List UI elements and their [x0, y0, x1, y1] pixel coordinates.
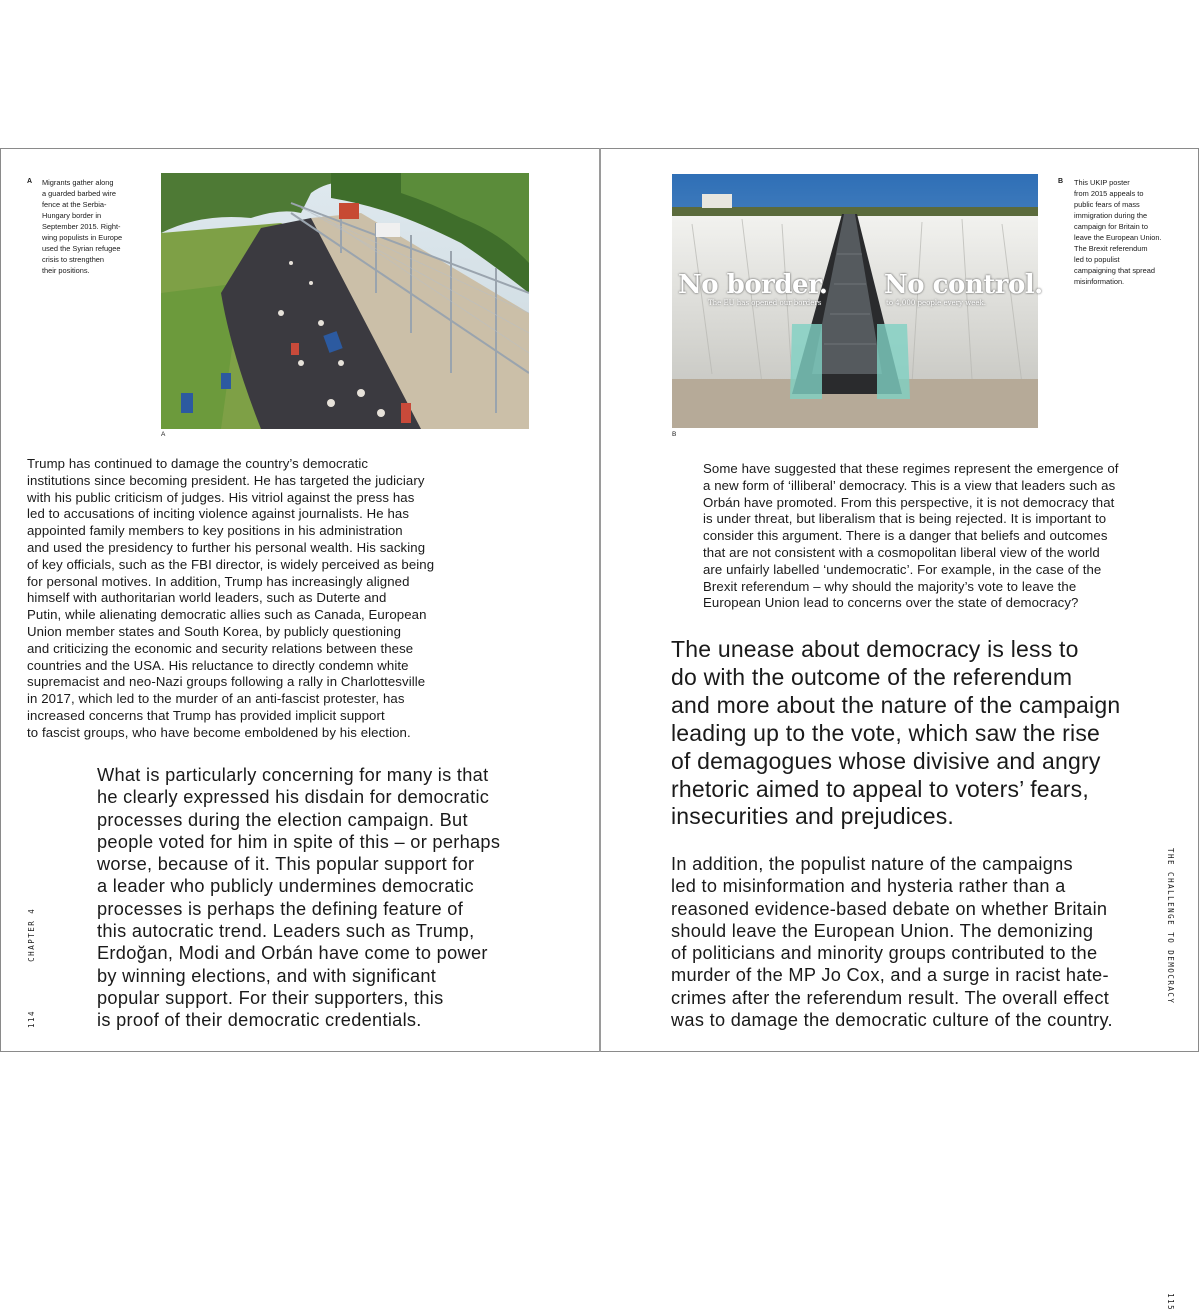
text-line: leading up to the vote, which saw the rise	[671, 719, 1101, 746]
caption-line: led to populist	[1074, 255, 1120, 264]
text-line: Erdoğan, Modi and Orbán have come to power	[97, 943, 488, 964]
text-line: was to damage the democratic culture of the country.	[671, 1010, 1113, 1031]
text-line: of demagogues whose divisive and angry	[671, 747, 1101, 774]
text-line: reasoned evidence-based debate on whether Britain	[671, 898, 1108, 919]
text-line: a leader who publicly undermines democratic	[97, 876, 474, 897]
text-line: of key officials, such as the FBI director, is widely perceived as being	[27, 556, 435, 572]
caption-line: from 2015 appeals to	[1074, 189, 1144, 198]
left-large-text	[97, 764, 500, 1032]
text-line: in 2017, which led to the murder of an anti-fascist protester, has	[27, 691, 405, 707]
caption-line: fence at the Serbia-	[42, 200, 107, 209]
text-line: and used the presidency to further his personal wealth. His sacking	[27, 539, 426, 555]
pull-quote	[671, 636, 1120, 831]
page-number: 115	[1166, 1293, 1175, 1311]
text-line: institutions since becoming president. He has targeted the judiciary	[27, 472, 425, 488]
text-line: Putin, while alienating democratic allies such as Canada, European	[27, 607, 427, 623]
text-line: led to accusations of inciting violence against journalists. He has	[27, 506, 410, 522]
text-line: Trump has continued to damage the country’s democratic	[27, 456, 369, 471]
poster-headline-left: No border.	[678, 270, 828, 300]
right-running-footer	[1166, 848, 1175, 1311]
text-line: is under threat, but liberalism that is being rejected. It is important to	[703, 511, 1107, 527]
caption-line: Migrants gather along	[42, 178, 114, 187]
text-line: Some have suggested that these regimes represent the emergence of	[703, 461, 1119, 476]
text-line: appointed family members to key positions in his administration	[27, 523, 403, 539]
text-line: consider this argument. There is a danger that beliefs and outcomes	[703, 528, 1108, 544]
text-line: processes during the election campaign. But	[97, 809, 468, 830]
image-label-b: B	[672, 431, 677, 438]
text-line: that are not consistent with a cosmopolitan liberal view of the world	[703, 544, 1100, 560]
text-line: The unease about democracy is less to	[671, 636, 1079, 662]
text-line: worse, because of it. This popular support for	[97, 854, 475, 875]
text-line: murder of the MP Jo Cox, and a surge in racist hate-	[671, 965, 1109, 986]
text-line: In addition, the populist nature of the campaigns	[671, 854, 1073, 874]
caption-line: a guarded barbed wire	[42, 189, 116, 198]
text-line: is proof of their democratic credentials.	[97, 1010, 422, 1031]
text-line: by winning elections, and with significant	[97, 965, 437, 986]
caption-line: wing populists in Europe	[42, 233, 123, 242]
poster-subline-right: to 4,000 people every week.	[886, 299, 986, 307]
text-line: and more about the nature of the campaign	[671, 691, 1121, 718]
caption-line: crisis to strengthen	[42, 255, 105, 264]
caption-line: public fears of mass	[1074, 200, 1140, 209]
poster-headline-right: No control.	[884, 270, 1043, 300]
image-label-a: A	[161, 431, 166, 438]
text-line: supremacist and neo-Nazi groups following a rally in Charlottesville	[27, 674, 426, 690]
text-line: crimes after the referendum result. The overall effect	[671, 987, 1110, 1008]
chapter-label: CHAPTER 4	[27, 907, 36, 962]
text-line: a new form of ‘illiberal’ democracy. This is a view that leaders such as	[703, 477, 1116, 493]
text-line: Orbán have promoted. From this perspective, it is not democracy that	[703, 494, 1115, 510]
caption-a	[42, 177, 152, 276]
right-body-text	[703, 461, 1119, 612]
caption-line: The Brexit referendum	[1074, 244, 1148, 253]
caption-line: immigration during the	[1074, 211, 1148, 220]
text-line: himself with authoritarian world leaders, such as Duterte and	[27, 590, 387, 606]
gutter-divider	[599, 148, 601, 1052]
text-line: What is particularly concerning for many is that	[97, 765, 489, 785]
text-line: should leave the European Union. The demonizing	[671, 920, 1094, 941]
text-line: for personal motives. In addition, Trump has increasingly aligned	[27, 573, 410, 589]
text-line: European Union lead to concerns over the state of democracy?	[703, 595, 1079, 611]
text-line: rhetoric aimed to appeal to voters’ fears,	[671, 775, 1089, 802]
text-line: led to misinformation and hysteria rather than a	[671, 876, 1066, 897]
text-line: Union member states and South Korea, by publicly questioning	[27, 623, 402, 639]
migrants-border-photo	[161, 173, 529, 429]
text-line: to fascist groups, who have become emboldened by his election.	[27, 724, 411, 740]
text-line: countries and the USA. His reluctance to directly condemn white	[27, 657, 409, 673]
caption-line: September 2015. Right-	[42, 222, 121, 231]
text-line: this autocratic trend. Leaders such as Trump,	[97, 921, 475, 942]
text-line: processes is perhaps the defining feature of	[97, 898, 464, 919]
text-line: of politicians and minority groups contributed to the	[671, 943, 1098, 964]
text-line: are unfairly labelled ‘undemocratic’. For example, in the case of the	[703, 561, 1102, 577]
text-line: people voted for him in spite of this – or perhaps	[97, 831, 501, 852]
left-running-footer	[27, 908, 36, 1028]
page-number: 114	[27, 1009, 36, 1028]
caption-line: leave the European Union.	[1074, 233, 1162, 242]
text-line: increased concerns that Trump has provided implicit support	[27, 707, 385, 723]
text-line: and criticizing the economic and security relations between these	[27, 640, 414, 656]
text-line: Brexit referendum – why should the majority’s vote to leave the	[703, 578, 1077, 594]
caption-line: This UKIP poster	[1074, 178, 1130, 187]
caption-line: their positions.	[42, 266, 90, 275]
left-body-text	[27, 456, 434, 742]
caption-line: Hungary border in	[42, 211, 102, 220]
caption-line: campaigning that spread	[1074, 266, 1155, 275]
caption-line: misinformation.	[1074, 277, 1125, 286]
running-head: THE CHALLENGE TO DEMOCRACY	[1166, 848, 1175, 1005]
right-large-text	[671, 853, 1113, 1031]
caption-line: campaign for Britain to	[1074, 222, 1148, 231]
caption-letter-a: A	[27, 178, 33, 185]
text-line: insecurities and prejudices.	[671, 803, 955, 830]
caption-b	[1074, 177, 1184, 287]
text-line: with his public criticism of judges. His vitriol against the press has	[27, 489, 415, 505]
poster-subline-left: The EU has opened our borders	[708, 299, 822, 307]
caption-line: used the Syrian refugee	[42, 244, 121, 253]
text-line: popular support. For their supporters, this	[97, 987, 444, 1008]
caption-letter-b: B	[1058, 178, 1064, 185]
text-line: do with the outcome of the referendum	[671, 663, 1073, 690]
text-line: he clearly expressed his disdain for democratic	[97, 787, 490, 808]
